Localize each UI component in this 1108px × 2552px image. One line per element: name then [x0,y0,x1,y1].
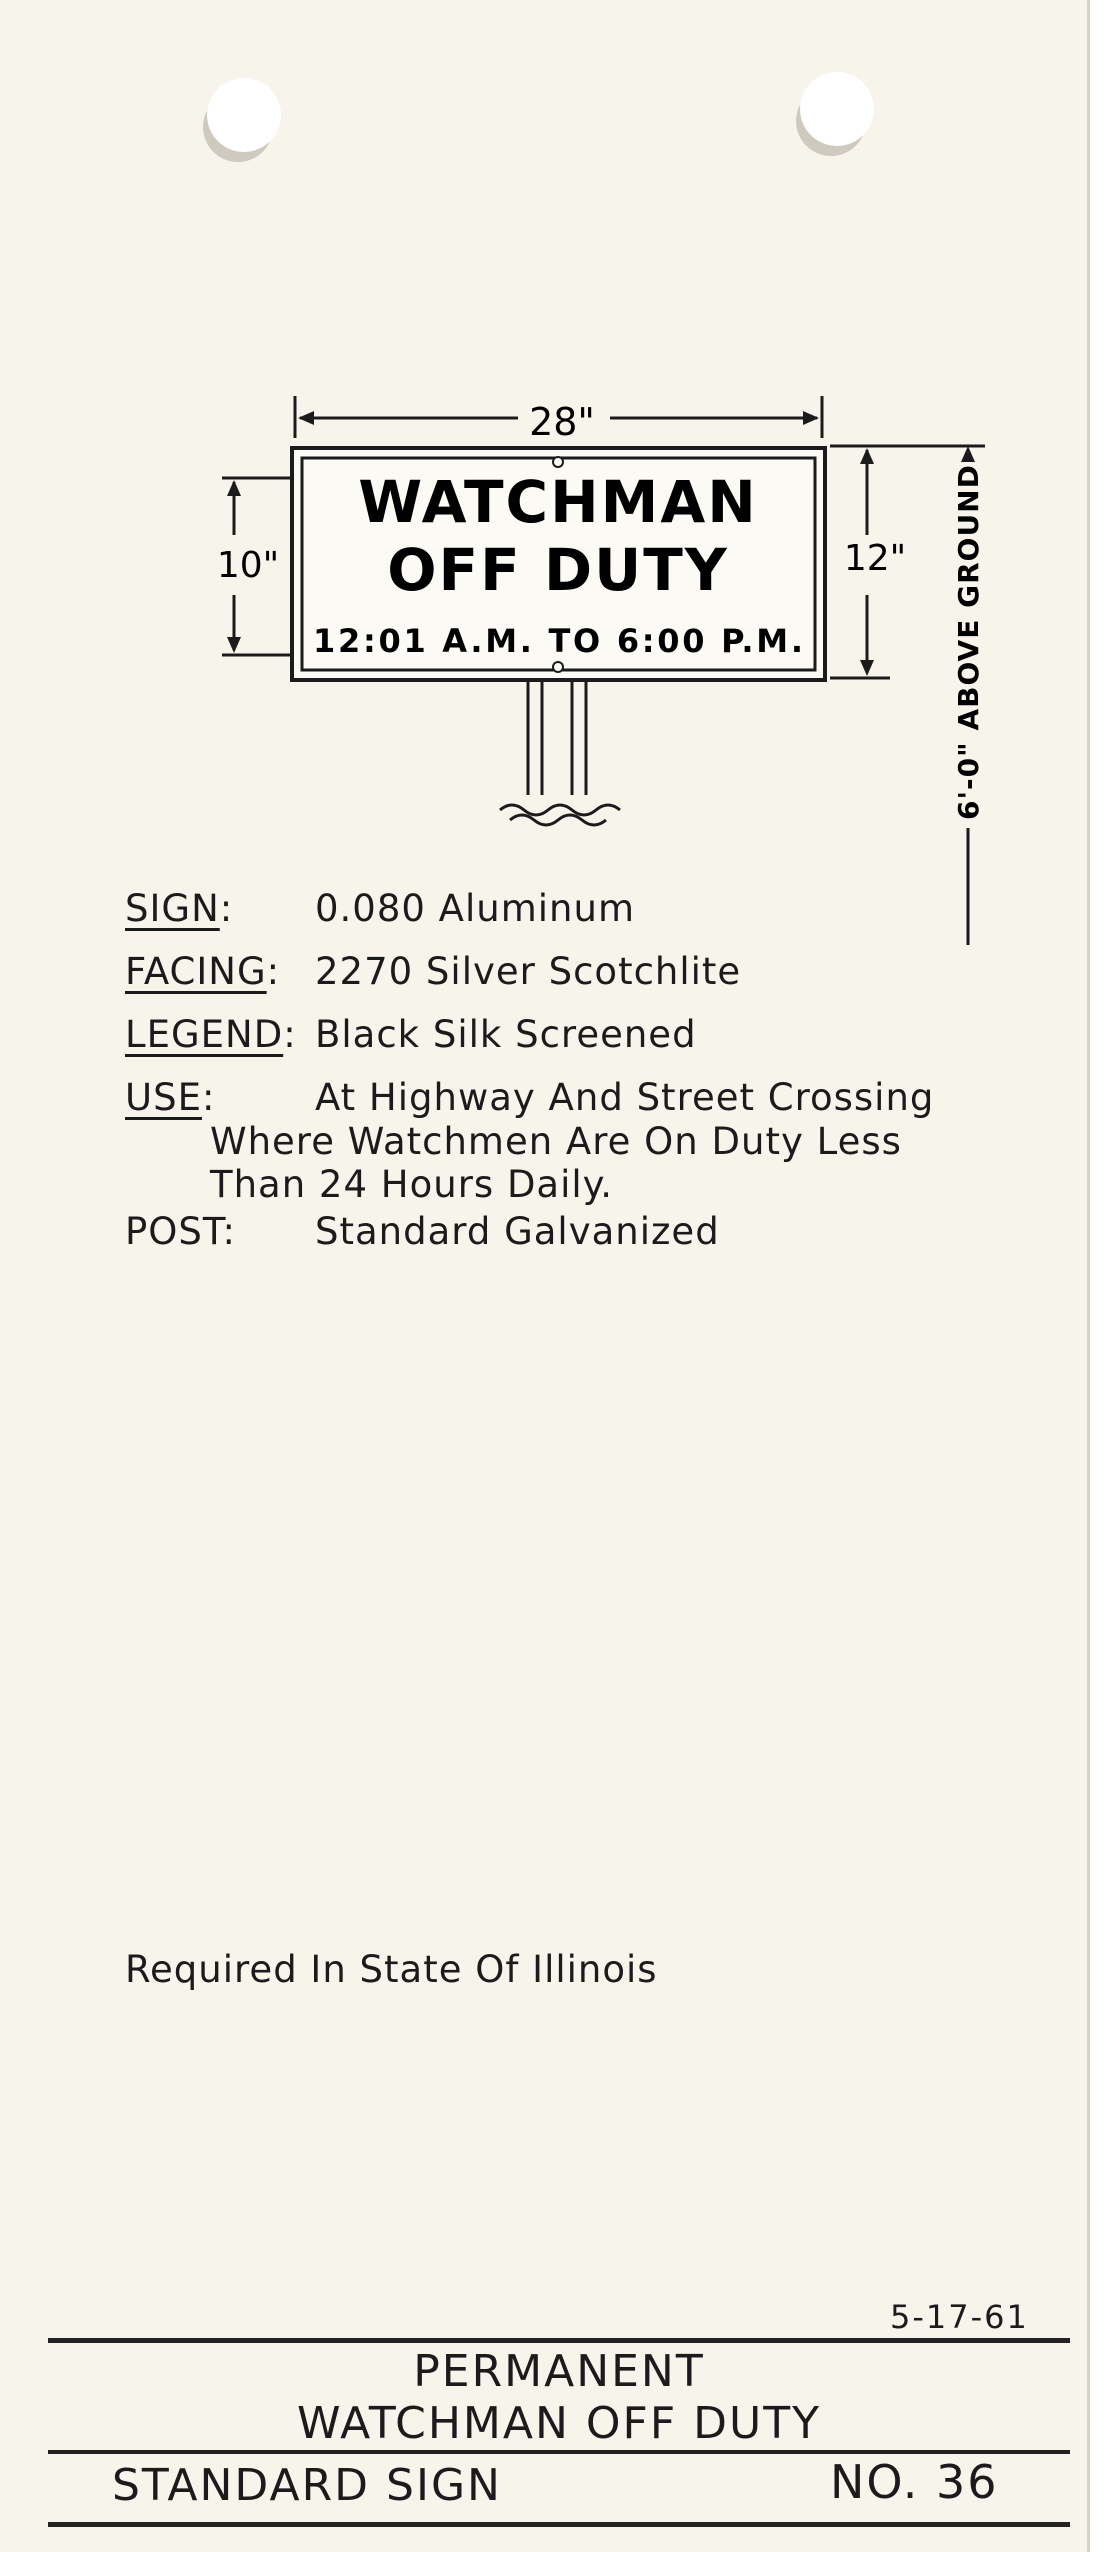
spec-label: SIGN [125,887,220,930]
sign-legend-line1: WATCHMAN [358,468,758,536]
spec-label: USE [125,1076,202,1119]
spec-separator: : [219,887,234,930]
spec-separator: : [283,1013,297,1056]
spec-label: LEGEND [125,1013,284,1056]
spec-use-continuation-1: Where Watchmen Are On Duty Less [210,1120,902,1163]
spec-separator: : [266,950,281,993]
spec-use-continuation-2: Than 24 Hours Daily. [210,1163,614,1206]
spec-legend [125,1013,697,1056]
footer-rule-bottom [48,2522,1070,2527]
spec-post [125,1210,720,1253]
sign-number: NO. 36 [830,2455,999,2509]
spec-sign [125,887,635,930]
spec-label: POST [125,1210,223,1253]
inner-height-label: 10" [216,545,280,586]
spec-separator: : [222,1210,236,1253]
spec-label: FACING [125,950,267,993]
ground-mark [500,805,620,825]
spec-value: 0.080 Aluminum [315,887,635,930]
mount-hole-top [553,457,563,467]
outer-height-label: 12" [843,538,907,579]
spec-value: At Highway And Street Crossing [315,1076,935,1119]
spec-separator: : [201,1076,216,1119]
footer-rule-middle [48,2450,1070,2454]
footer-title-line2: WATCHMAN OFF DUTY [297,2398,821,2449]
above-ground-label: 6'-0" ABOVE GROUND [952,464,985,820]
sign-legend-line2: OFF DUTY [387,536,729,604]
sign-legend-line3: 12:01 A.M. TO 6:00 P.M. [313,622,803,660]
standard-sign-label: STANDARD SIGN [112,2460,502,2511]
spec-value: 2270 Silver Scotchlite [315,950,742,993]
spec-value: Standard Galvanized [315,1210,720,1253]
requirement-note: Required In State Of Illinois [125,1948,658,1991]
mount-hole-bottom [553,662,563,672]
spec-value: Black Silk Screened [315,1013,697,1056]
sign-diagram [0,0,1090,960]
spec-use [125,1076,934,1119]
sign-post [528,680,586,795]
footer-rule-top [48,2338,1070,2343]
spec-facing [125,950,741,993]
width-label: 28" [529,400,595,444]
footer-title-line1: PERMANENT [413,2346,705,2397]
revision-date: 5-17-61 [890,2298,1029,2336]
